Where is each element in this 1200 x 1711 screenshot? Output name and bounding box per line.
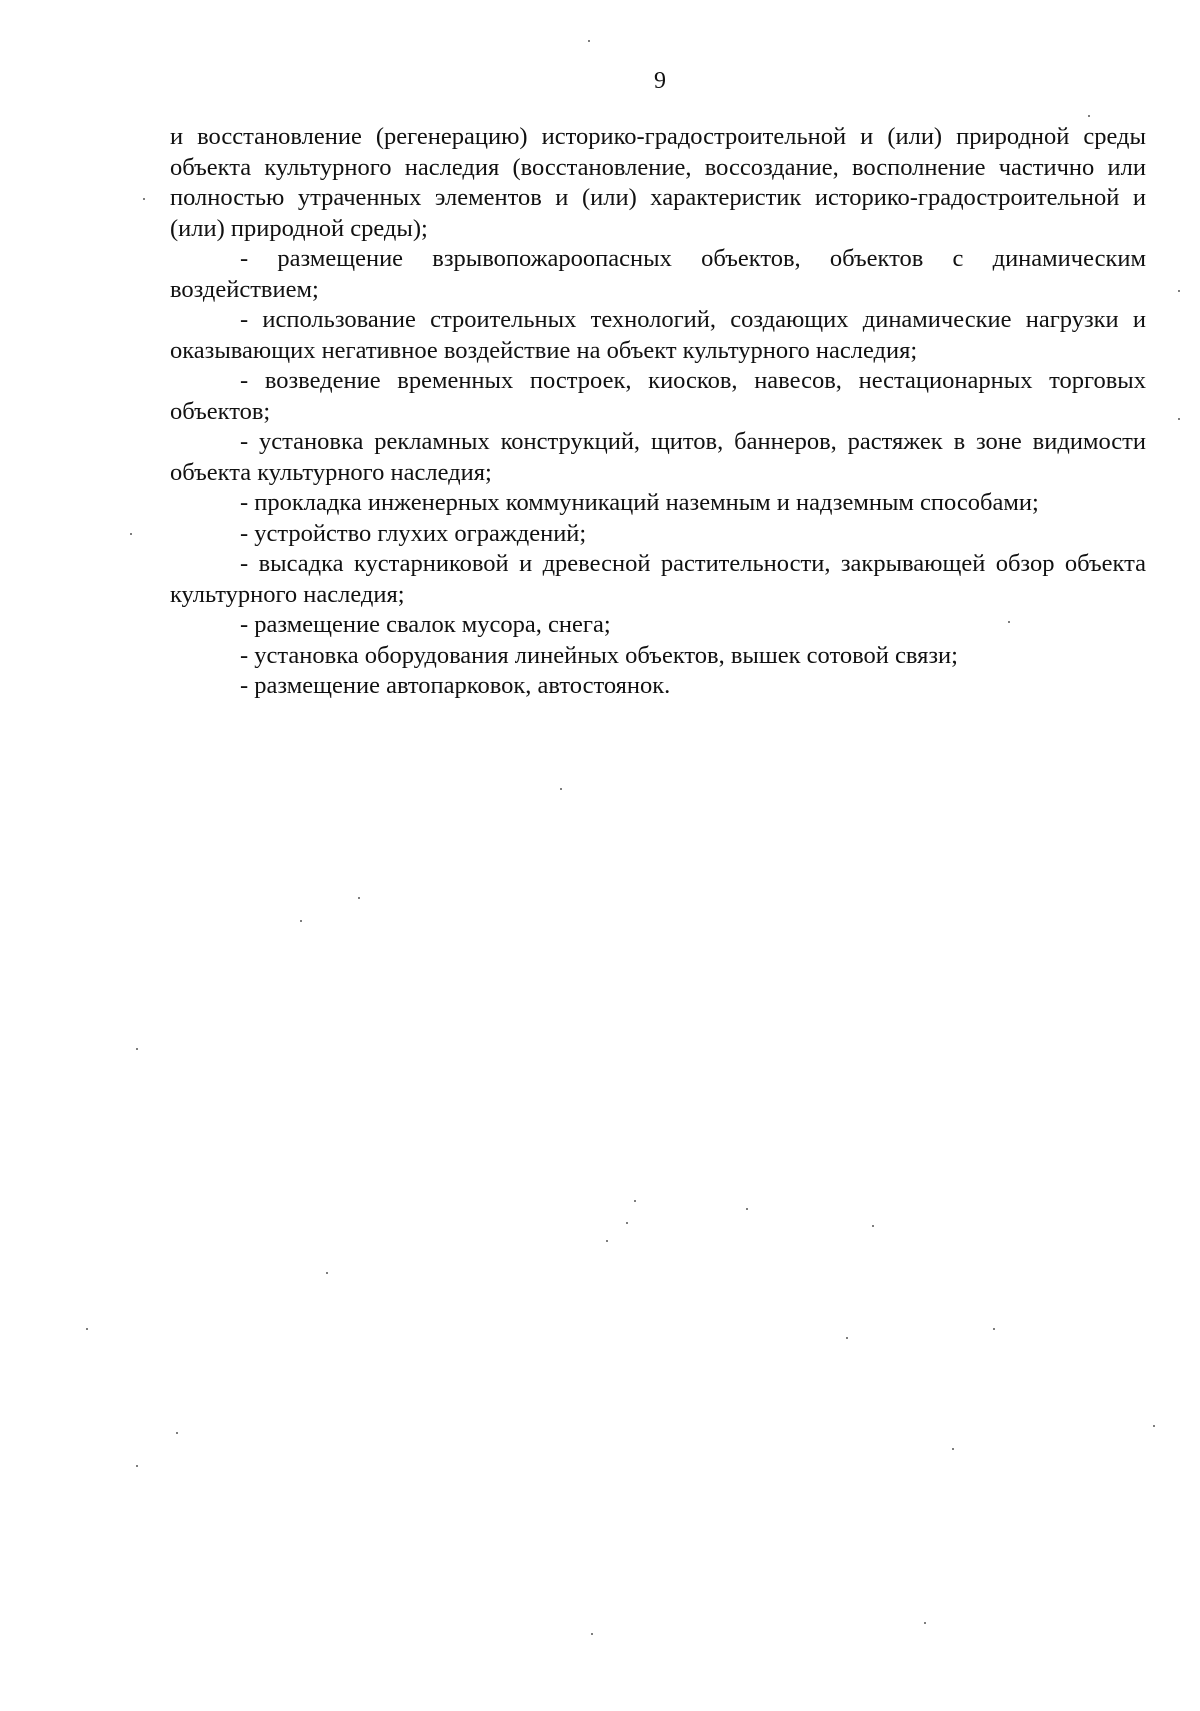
list-item: - размещение взрывопожароопасных объектов, объектов с динамическим воздействием; xyxy=(170,245,1146,303)
scan-speck xyxy=(358,897,360,899)
scan-speck xyxy=(846,1337,848,1339)
scan-speck xyxy=(626,1222,628,1224)
list-item: - устройство глухих ограждений; xyxy=(240,519,587,547)
list-item: - размещение автопарковок, автостоянок. xyxy=(240,672,671,699)
list-item: - размещение свалок мусора, снега; xyxy=(240,611,611,638)
scan-speck xyxy=(872,1225,874,1227)
paragraph-continuation: и восстановление (регенерацию) историко-градостроительной и (или) природной среды объекта культурного наследия (восстановление, воссоздание, восполнение частично или полностью утраченных элементов и (или) характеристик историко-градостроительной и (или) природной среды); xyxy=(170,123,1146,242)
scan-speck xyxy=(1178,290,1180,292)
list-item: - высадка кустарниковой и древесной растительности, закрывающей обзор объекта культурного наследия; xyxy=(170,550,1146,608)
scan-speck xyxy=(326,1272,328,1274)
scan-speck xyxy=(634,1200,636,1202)
scan-speck xyxy=(86,1328,88,1330)
scan-speck xyxy=(746,1208,748,1210)
list-item: - возведение временных построек, киосков, навесов, нестационарных торговых объектов; xyxy=(170,367,1146,425)
list-item: - установка оборудования линейных объектов, вышек сотовой связи; xyxy=(240,641,958,669)
scan-speck xyxy=(591,1633,593,1635)
scan-speck xyxy=(1008,621,1010,623)
list-item: - установка рекламных конструкций, щитов, баннеров, растяжек в зоне видимости объекта культурного наследия; xyxy=(170,428,1146,486)
scan-speck xyxy=(130,533,132,535)
scan-speck xyxy=(136,1465,138,1467)
scan-speck xyxy=(300,920,302,922)
page-number: 9 xyxy=(654,68,666,94)
scan-speck xyxy=(993,1328,995,1330)
scan-speck xyxy=(1153,1425,1155,1427)
scan-speck xyxy=(924,1622,926,1624)
scan-speck xyxy=(560,788,562,790)
scan-speck xyxy=(606,1240,608,1242)
scan-speck xyxy=(136,1048,138,1050)
list-item: - прокладка инженерных коммуникаций наземным и надземным способами; xyxy=(240,489,1039,516)
document-body xyxy=(170,122,1146,702)
scan-speck xyxy=(143,198,145,200)
scan-speck xyxy=(1178,418,1180,420)
scan-speck xyxy=(588,40,590,42)
scan-speck xyxy=(952,1448,954,1450)
list-item: - использование строительных технологий, создающих динамические нагрузки и оказывающих негативное воздействие на объект культурного наследия; xyxy=(170,306,1146,364)
scan-speck xyxy=(1088,115,1090,117)
scan-speck xyxy=(176,1432,178,1434)
